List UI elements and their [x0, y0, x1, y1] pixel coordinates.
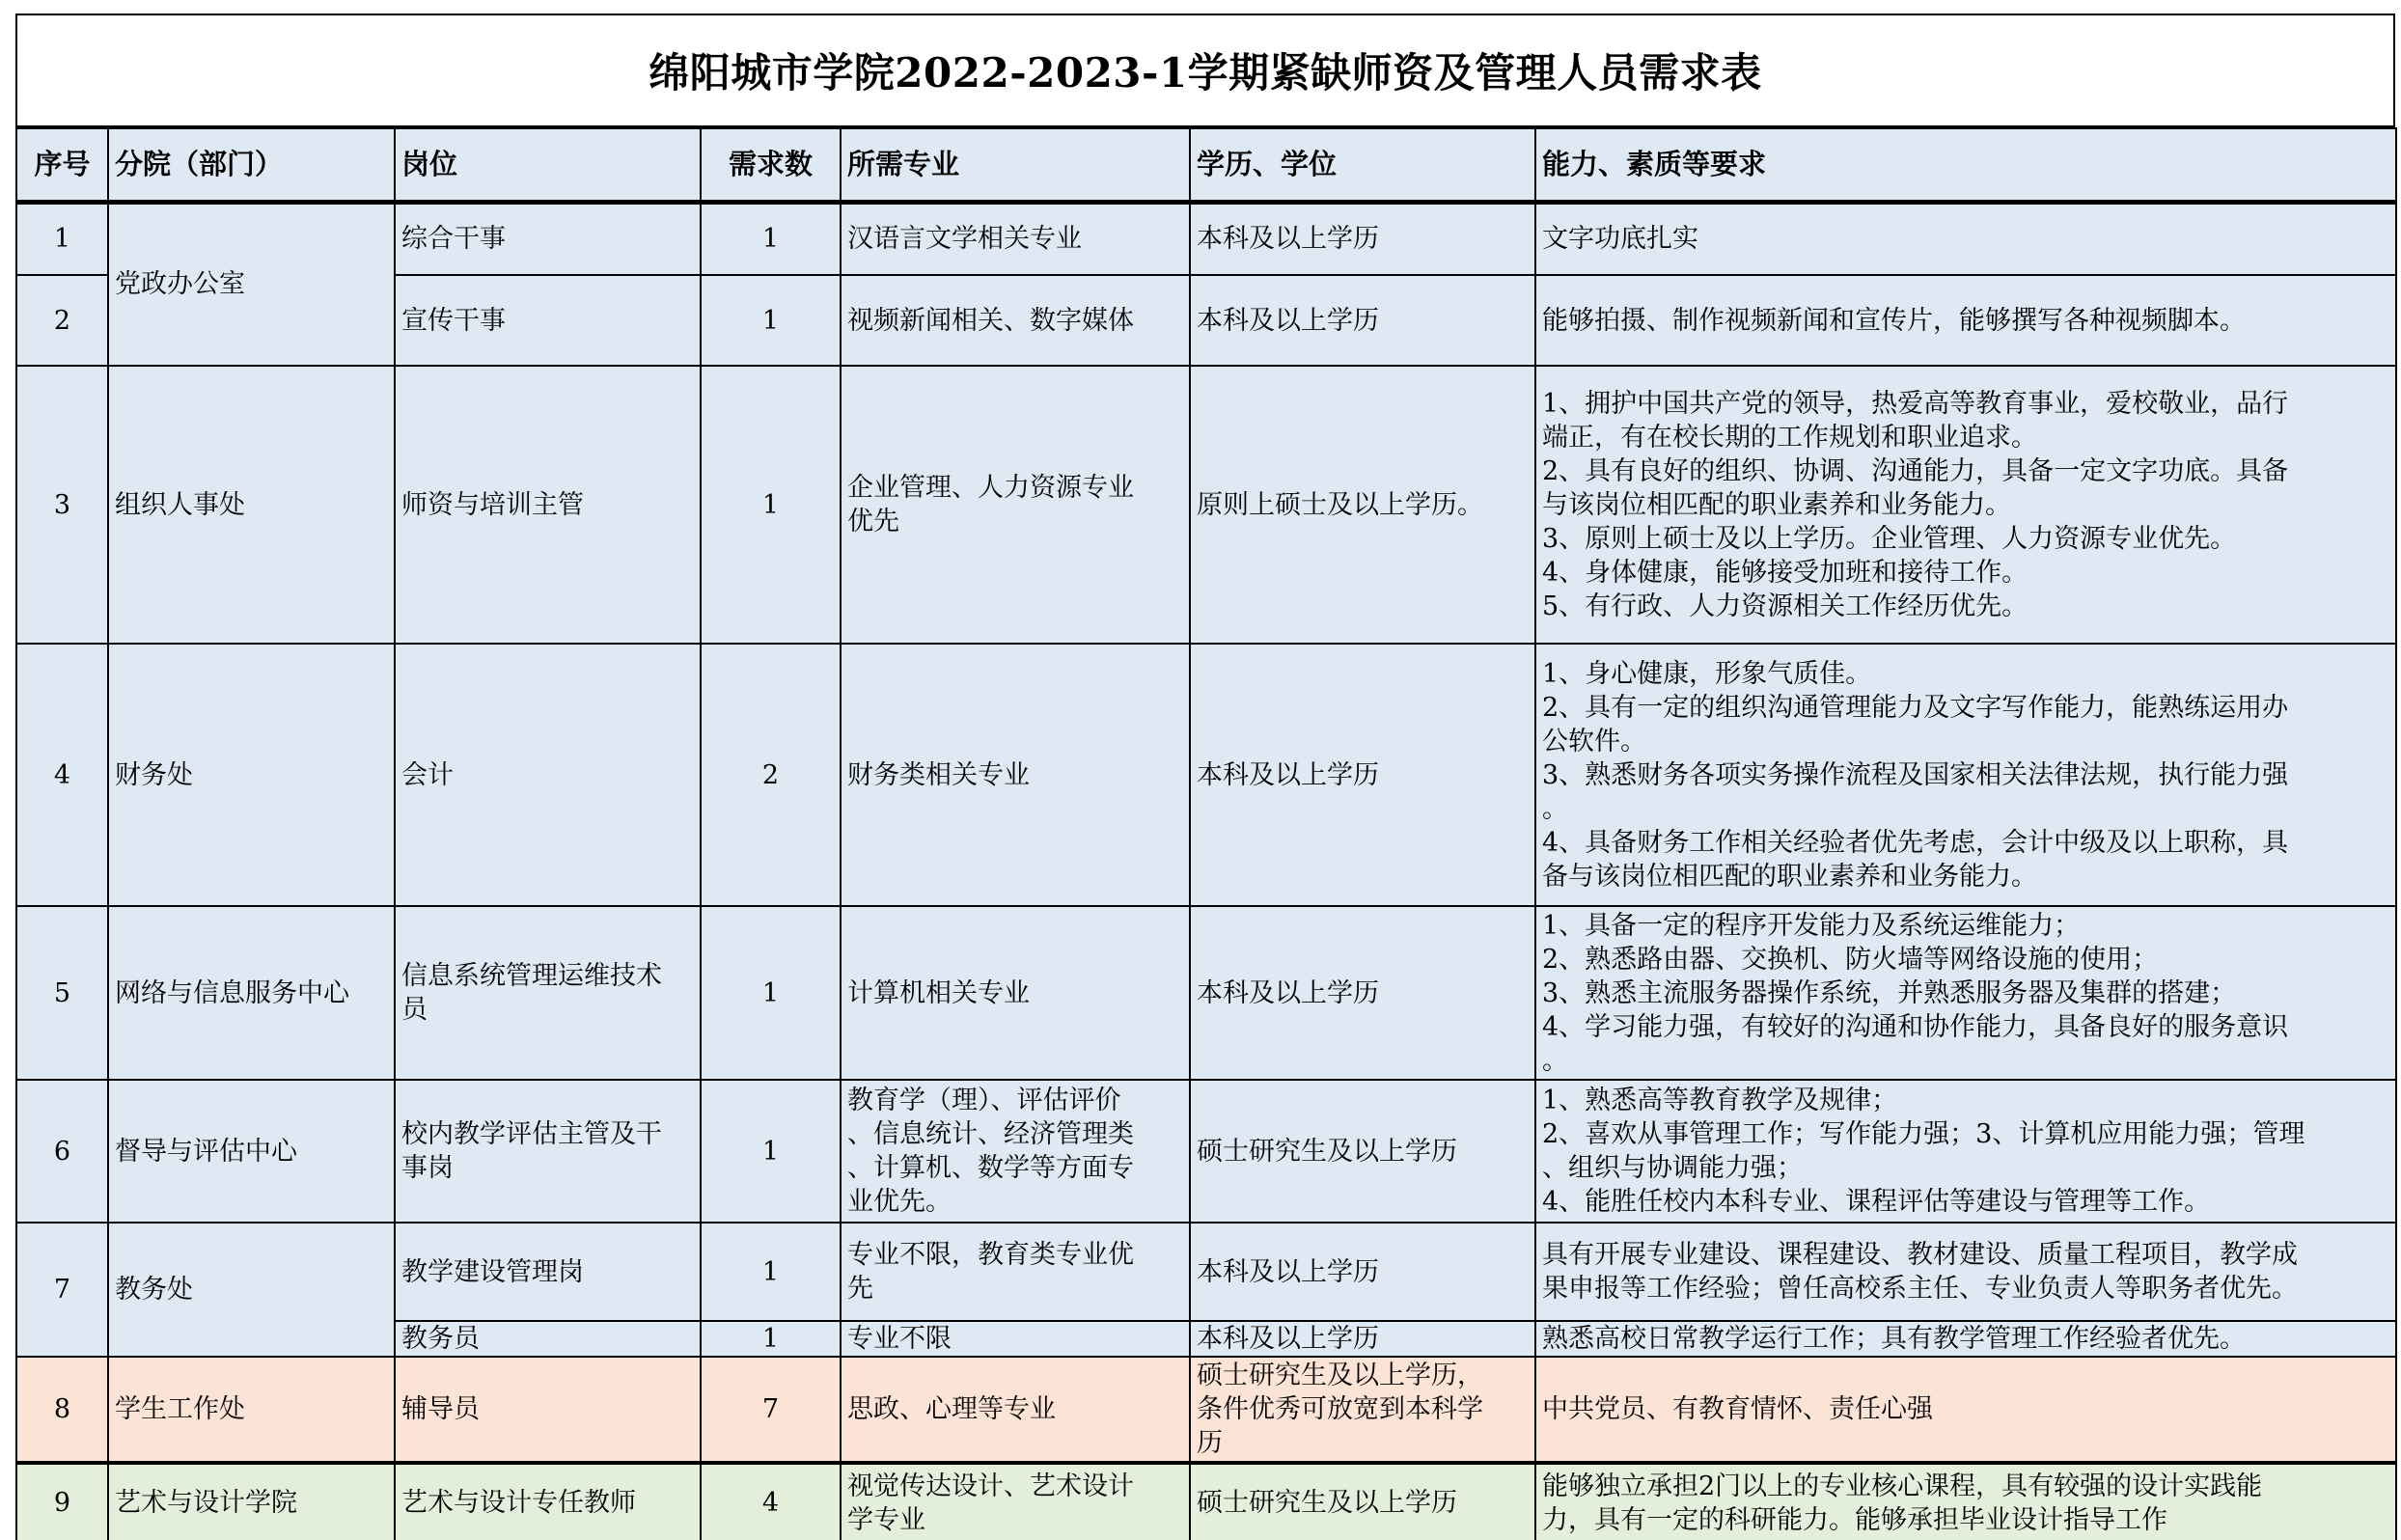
cell-count[interactable]: 1 [701, 202, 841, 275]
cell-edu[interactable]: 本科及以上学历 [1190, 1223, 1535, 1321]
cell-post[interactable]: 师资与培训主管 [395, 366, 701, 644]
header-row [16, 128, 2396, 202]
table-row [16, 644, 2396, 906]
header-major[interactable]: 所需专业 [841, 128, 1190, 202]
cell-major[interactable]: 企业管理、人力资源专业 优先 [841, 366, 1190, 644]
cell-major[interactable]: 计算机相关专业 [841, 906, 1190, 1080]
header-count[interactable]: 需求数 [701, 128, 841, 202]
cell-post[interactable]: 教务员 [395, 1321, 701, 1357]
cell-dept[interactable]: 督导与评估中心 [108, 1080, 395, 1223]
cell-edu[interactable]: 本科及以上学历 [1190, 906, 1535, 1080]
cell-edu[interactable]: 原则上硕士及以上学历。 [1190, 366, 1535, 644]
header-dept[interactable]: 分院（部门） [108, 128, 395, 202]
cell-edu[interactable]: 本科及以上学历 [1190, 275, 1535, 366]
cell-edu[interactable]: 硕士研究生及以上学历 [1190, 1463, 1535, 1540]
cell-edu[interactable]: 硕士研究生及以上学历 [1190, 1080, 1535, 1223]
cell-edu[interactable]: 本科及以上学历 [1190, 1321, 1535, 1357]
cell-major[interactable]: 视频新闻相关、数字媒体 [841, 275, 1190, 366]
cell-post[interactable]: 信息系统管理运维技术 员 [395, 906, 701, 1080]
cell-no[interactable]: 2 [16, 275, 108, 366]
staff-demand-table [15, 127, 2397, 1540]
cell-no[interactable]: 8 [16, 1357, 108, 1463]
cell-ability[interactable]: 文字功底扎实 [1535, 202, 2396, 275]
cell-no[interactable]: 3 [16, 366, 108, 644]
cell-major[interactable]: 专业不限，教育类专业优 先 [841, 1223, 1190, 1321]
table-row [16, 1357, 2396, 1463]
cell-count[interactable]: 1 [701, 1321, 841, 1357]
cell-ability[interactable]: 1、具备一定的程序开发能力及系统运维能力； 2、熟悉路由器、交换机、防火墙等网络设施的使用； 3、熟悉主流服务器操作系统，并熟悉服务器及集群的搭建； 4、学习能力强，有较好的沟通和协作能力，具备良好的服务意识 。 [1535, 906, 2396, 1080]
cell-dept[interactable]: 党政办公室 [108, 202, 395, 366]
cell-no[interactable]: 5 [16, 906, 108, 1080]
cell-major[interactable]: 财务类相关专业 [841, 644, 1190, 906]
table-row [16, 366, 2396, 644]
cell-count[interactable]: 7 [701, 1357, 841, 1463]
table-row [16, 1080, 2396, 1223]
cell-post[interactable]: 宣传干事 [395, 275, 701, 366]
cell-no[interactable]: 1 [16, 202, 108, 275]
table-row [16, 906, 2396, 1080]
cell-post[interactable]: 会计 [395, 644, 701, 906]
header-ability[interactable]: 能力、素质等要求 [1535, 128, 2396, 202]
header-no[interactable]: 序号 [16, 128, 108, 202]
sheet-title: 绵阳城市学院2022-2023-1学期紧缺师资及管理人员需求表 [15, 14, 2395, 127]
table-row [16, 1463, 2396, 1540]
cell-edu[interactable]: 本科及以上学历 [1190, 644, 1535, 906]
cell-no[interactable]: 6 [16, 1080, 108, 1223]
cell-dept[interactable]: 艺术与设计学院 [108, 1463, 395, 1540]
cell-ability[interactable]: 中共党员、有教育情怀、责任心强 [1535, 1357, 2396, 1463]
cell-post[interactable]: 教学建设管理岗 [395, 1223, 701, 1321]
cell-ability[interactable]: 1、熟悉高等教育教学及规律； 2、喜欢从事管理工作；写作能力强；3、计算机应用能力强；管理 、组织与协调能力强； 4、能胜任校内本科专业、课程评估等建设与管理等工作。 [1535, 1080, 2396, 1223]
spreadsheet [15, 14, 2397, 1540]
cell-major[interactable]: 教育学（理）、评估评价 、信息统计、经济管理类 、计算机、数学等方面专 业优先。 [841, 1080, 1190, 1223]
cell-ability[interactable]: 1、身心健康，形象气质佳。 2、具有一定的组织沟通管理能力及文字写作能力，能熟练运用办 公软件。 3、熟悉财务各项实务操作流程及国家相关法律法规，执行能力强 。 4、具备财务工作相关经验者优先考虑，会计中级及以上职称，具 备与该岗位相匹配的职业素养和业务能力。 [1535, 644, 2396, 906]
header-edu[interactable]: 学历、学位 [1190, 128, 1535, 202]
cell-major[interactable]: 思政、心理等专业 [841, 1357, 1190, 1463]
cell-dept[interactable]: 学生工作处 [108, 1357, 395, 1463]
cell-post[interactable]: 辅导员 [395, 1357, 701, 1463]
cell-edu[interactable]: 本科及以上学历 [1190, 202, 1535, 275]
cell-count[interactable]: 1 [701, 366, 841, 644]
cell-no[interactable]: 7 [16, 1223, 108, 1357]
cell-ability[interactable]: 能够独立承担2门以上的专业核心课程，具有较强的设计实践能 力，具有一定的科研能力。能够承担毕业设计指导工作 [1535, 1463, 2396, 1540]
cell-ability[interactable]: 能够拍摄、制作视频新闻和宣传片，能够撰写各种视频脚本。 [1535, 275, 2396, 366]
cell-dept[interactable]: 财务处 [108, 644, 395, 906]
cell-edu[interactable]: 硕士研究生及以上学历， 条件优秀可放宽到本科学 历 [1190, 1357, 1535, 1463]
header-post[interactable]: 岗位 [395, 128, 701, 202]
cell-count[interactable]: 4 [701, 1463, 841, 1540]
cell-major[interactable]: 汉语言文学相关专业 [841, 202, 1190, 275]
cell-count[interactable]: 1 [701, 1223, 841, 1321]
cell-post[interactable]: 综合干事 [395, 202, 701, 275]
cell-dept[interactable]: 教务处 [108, 1223, 395, 1357]
cell-dept[interactable]: 网络与信息服务中心 [108, 906, 395, 1080]
cell-count[interactable]: 1 [701, 1080, 841, 1223]
table-row [16, 202, 2396, 275]
cell-count[interactable]: 2 [701, 644, 841, 906]
cell-no[interactable]: 4 [16, 644, 108, 906]
table-row [16, 1223, 2396, 1321]
cell-major[interactable]: 视觉传达设计、艺术设计 学专业 [841, 1463, 1190, 1540]
cell-ability[interactable]: 具有开展专业建设、课程建设、教材建设、质量工程项目，教学成 果申报等工作经验；曾任高校系主任、专业负责人等职务者优先。 [1535, 1223, 2396, 1321]
cell-major[interactable]: 专业不限 [841, 1321, 1190, 1357]
cell-no[interactable]: 9 [16, 1463, 108, 1540]
cell-count[interactable]: 1 [701, 906, 841, 1080]
cell-post[interactable]: 艺术与设计专任教师 [395, 1463, 701, 1540]
cell-count[interactable]: 1 [701, 275, 841, 366]
cell-ability[interactable]: 熟悉高校日常教学运行工作；具有教学管理工作经验者优先。 [1535, 1321, 2396, 1357]
cell-dept[interactable]: 组织人事处 [108, 366, 395, 644]
cell-post[interactable]: 校内教学评估主管及干 事岗 [395, 1080, 701, 1223]
cell-ability[interactable]: 1、拥护中国共产党的领导，热爱高等教育事业，爱校敬业，品行 端正，有在校长期的工作规划和职业追求。 2、具有良好的组织、协调、沟通能力，具备一定文字功底。具备 与该岗位相匹配的职业素养和业务能力。 3、原则上硕士及以上学历。企业管理、人力资源专业优先。 4、身体健康，能够接受加班和接待工作。 5、有行政、人力资源相关工作经历优先。 [1535, 366, 2396, 644]
